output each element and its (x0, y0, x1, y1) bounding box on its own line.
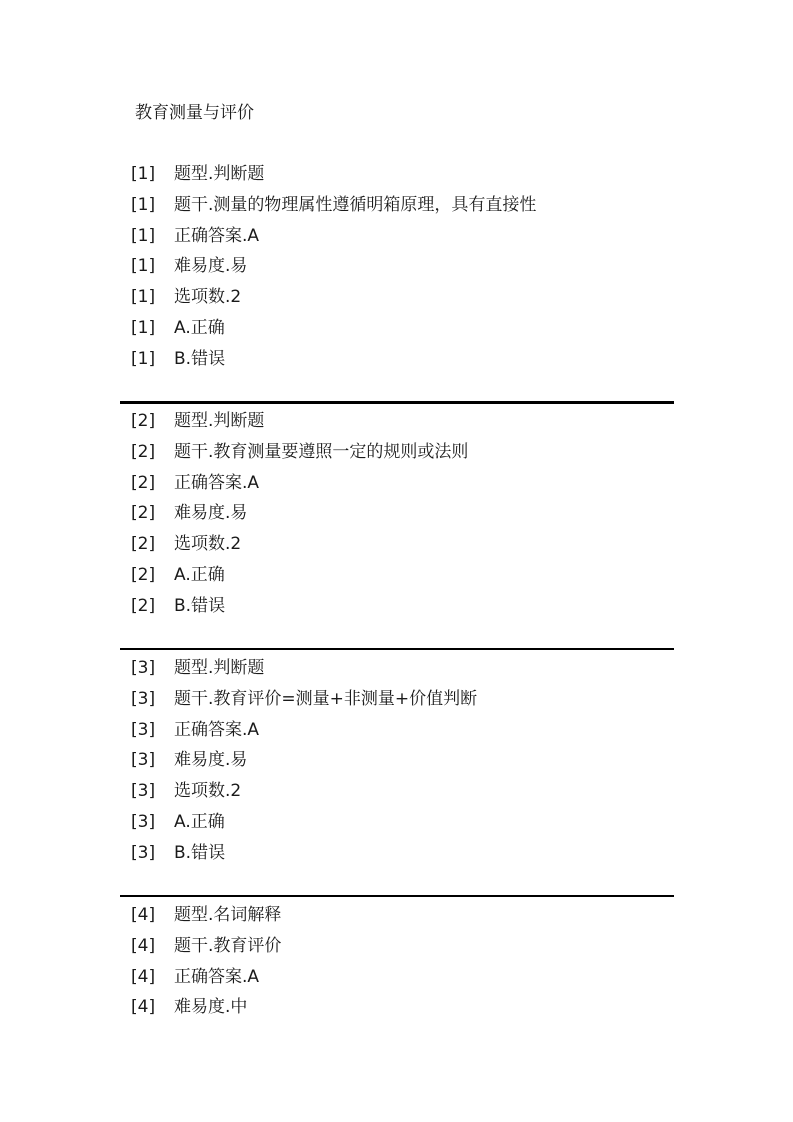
question-number: [1] (131, 226, 156, 246)
question-number: [1] (131, 256, 156, 276)
question-number: [2] (131, 442, 156, 462)
option-b: B.错误 (174, 349, 226, 369)
question-stem: 题干.教育测量要遵照一定的规则或法则 (174, 442, 469, 462)
option-count: 选项数.2 (174, 534, 242, 554)
question-row-type (131, 162, 264, 186)
question-row-difficulty (131, 748, 247, 772)
question-row-stem (131, 440, 468, 464)
question-number: [1] (131, 287, 156, 307)
question-row-difficulty (131, 995, 247, 1019)
question-number: [4] (131, 936, 156, 956)
question-row-difficulty (131, 501, 247, 525)
question-number: [4] (131, 997, 156, 1017)
option-count: 选项数.2 (174, 781, 242, 801)
question-number: [1] (131, 164, 156, 184)
question-number: [3] (131, 720, 156, 740)
question-number: [3] (131, 750, 156, 770)
question-number: [1] (131, 195, 156, 215)
question-row-option-b (131, 841, 225, 865)
question-number: [2] (131, 596, 156, 616)
question-number: [2] (131, 534, 156, 554)
question-number: [4] (131, 905, 156, 925)
question-number: [2] (131, 565, 156, 585)
question-row-type (131, 656, 264, 680)
question-number: [2] (131, 503, 156, 523)
question-row-option-b (131, 347, 225, 371)
question-row-type (131, 409, 264, 433)
question-type: 题型.判断题 (174, 411, 265, 431)
question-row-option-count (131, 285, 241, 309)
document-title: 教育测量与评价 (135, 103, 254, 123)
question-number: [3] (131, 781, 156, 801)
question-number: [1] (131, 318, 156, 338)
question-divider (120, 401, 674, 404)
question-row-stem (131, 934, 281, 958)
correct-answer: 正确答案.A (174, 967, 260, 987)
question-type: 题型.名词解释 (174, 905, 282, 925)
question-number: [3] (131, 812, 156, 832)
option-a: A.正确 (174, 318, 225, 338)
question-row-answer (131, 224, 259, 248)
question-number: [2] (131, 411, 156, 431)
question-row-option-a (131, 563, 225, 587)
correct-answer: 正确答案.A (174, 473, 260, 493)
question-row-option-count (131, 779, 241, 803)
question-row-option-a (131, 316, 225, 340)
question-stem: 题干.教育评价 (174, 936, 282, 956)
question-row-option-count (131, 532, 241, 556)
question-row-stem (131, 687, 477, 711)
question-row-option-b (131, 594, 225, 618)
question-number: [3] (131, 689, 156, 709)
question-row-difficulty (131, 254, 247, 278)
question-type: 题型.判断题 (174, 164, 265, 184)
question-number: [1] (131, 349, 156, 369)
option-b: B.错误 (174, 843, 226, 863)
correct-answer: 正确答案.A (174, 226, 260, 246)
question-number: [2] (131, 473, 156, 493)
question-row-type (131, 903, 281, 927)
option-a: A.正确 (174, 812, 225, 832)
question-stem: 题干.测量的物理属性遵循明箱原理，具有直接性 (174, 195, 537, 215)
correct-answer: 正确答案.A (174, 720, 260, 740)
question-row-answer (131, 718, 259, 742)
question-divider (120, 648, 674, 650)
option-b: B.错误 (174, 596, 226, 616)
question-number: [3] (131, 843, 156, 863)
question-number: [3] (131, 658, 156, 678)
question-row-answer (131, 965, 259, 989)
difficulty: 难易度.易 (174, 750, 248, 770)
question-number: [4] (131, 967, 156, 987)
question-row-answer (131, 471, 259, 495)
question-divider (120, 895, 674, 897)
difficulty: 难易度.中 (174, 997, 248, 1017)
difficulty: 难易度.易 (174, 503, 248, 523)
question-type: 题型.判断题 (174, 658, 265, 678)
option-count: 选项数.2 (174, 287, 242, 307)
question-row-option-a (131, 810, 225, 834)
option-a: A.正确 (174, 565, 225, 585)
difficulty: 难易度.易 (174, 256, 248, 276)
question-row-stem (131, 193, 536, 217)
question-stem: 题干.教育评价=测量+非测量+价值判断 (174, 689, 478, 709)
